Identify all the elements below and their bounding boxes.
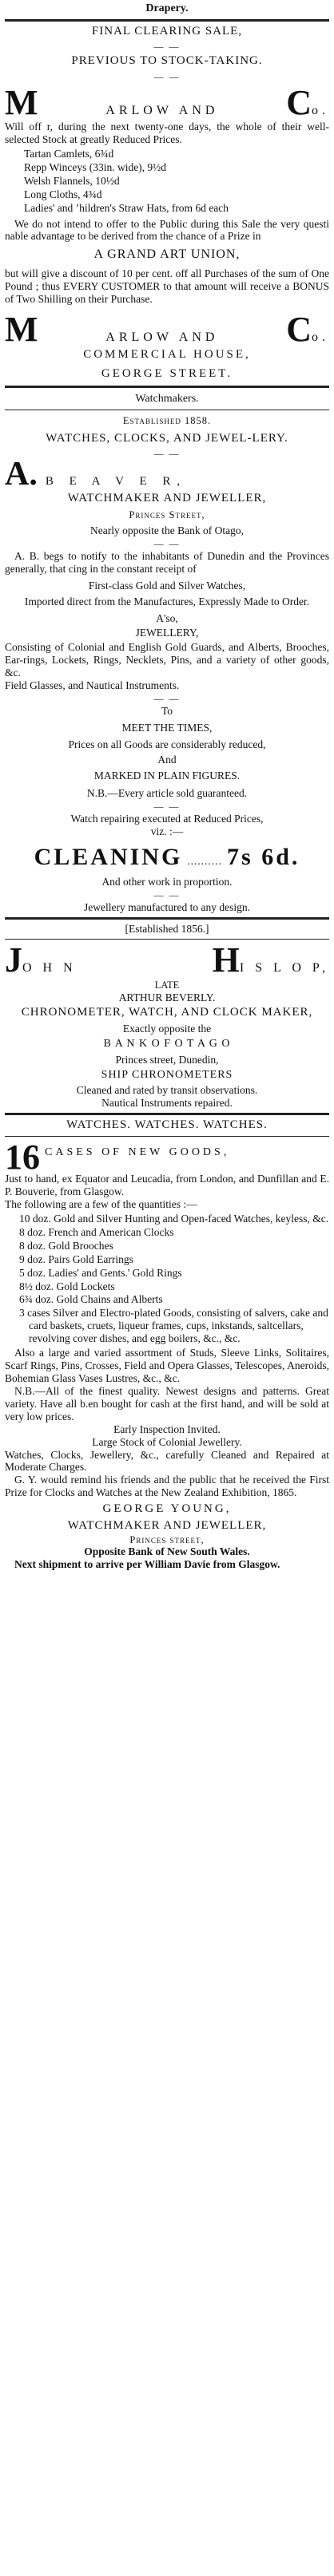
dash-divider: — — <box>153 692 181 704</box>
marlow-price-list <box>24 148 329 215</box>
art-union-heading: A GRAND ART UNION, <box>93 247 241 262</box>
dash-divider: — — <box>153 537 181 549</box>
brand-suffix: o. <box>312 330 329 345</box>
beaver-also: A'so, <box>156 612 178 625</box>
large-stock: Large Stock of Colonial Jewellery. <box>92 1435 242 1448</box>
beaver-jewellery-design: Jewellery manufactured to any design. <box>83 901 251 914</box>
george-street: GEORGE STREET. <box>101 366 233 380</box>
cleaning-word: CLEANING <box>34 843 183 870</box>
goods-item: 8 doz. Gold Brooches <box>19 1239 113 1252</box>
marlow-discount: but will give a discount of 10 per cent. off all Purchases of the sum of One Pound ; thus EVERY CUSTOMER to that amount will receive a BONUS of Two Shilling on their Purchase. <box>5 267 329 306</box>
beaver-repair: Watch repairing executed at Reduced Prices, <box>70 812 264 825</box>
cleaning-price-line <box>5 843 329 871</box>
advert-rule <box>5 1113 329 1115</box>
young-title: WATCHMAKER AND JEWELLER, <box>67 1518 267 1532</box>
advert-title-stocktaking: PREVIOUS TO STOCK-TAKING. <box>71 54 263 68</box>
beaver-viz: viz. :— <box>150 825 184 837</box>
young-advert <box>5 1118 329 1571</box>
beaver-to: To <box>161 705 173 718</box>
brand-initial-m: M <box>5 310 38 350</box>
beaver-near: Nearly opposite the Bank of Otago, <box>90 524 244 536</box>
beaver-and: And <box>157 753 177 766</box>
inspection-invited: Early Inspection Invited. <box>113 1423 221 1435</box>
brand-word-ohn: O H N <box>22 960 77 975</box>
section-header-drapery: Drapery. <box>145 2 189 14</box>
newspaper-page <box>0 2 334 1571</box>
goods-item: 3 cases Silver and Electro-plated Goods, consisting of salvers, cake and card baskets, cruets, liqueur frames, cups, inkstands, saltcellars, revolving cover dishes, and egg boilers, &c., &c. <box>19 1307 328 1345</box>
cases-number: 16 <box>5 1137 40 1177</box>
marlow-intro: Will off r, during the next twenty-one days, the whole of their well-selected Stock at greatly Reduced Prices. <box>5 121 329 145</box>
repaired: Watches, Clocks, Jewellery, &c., carefully Cleaned and Repaired at Moderate Charges. <box>5 1448 329 1474</box>
hislop-beverly: ARTHUR BEVERLY. <box>118 991 216 1003</box>
brand-initial-h: H <box>212 940 240 979</box>
price-item: Long Cloths, 4¾d <box>24 188 102 200</box>
goods-item: 10 doz. Gold and Silver Hunting and Open-faced Watches, keyless, &c. <box>19 1212 329 1225</box>
beaver-brand <box>5 456 329 493</box>
beaver-meet-times: MEET THE TIMES, <box>121 721 213 734</box>
dash-divider: — — <box>153 71 181 83</box>
hislop-nautical: Nautical Instruments repaired. <box>101 1096 233 1109</box>
young-next: Next shipment to arrive per William Davie from Glasgow. <box>14 1558 280 1571</box>
arrived: Just to hand, ex Equator and Leucadia, from London, and Dunfillan and E. P. Bouverie, from Glasgow. <box>5 1173 329 1198</box>
hislop-late: LATE <box>154 979 180 991</box>
young-name: GEORGE YOUNG, <box>102 1502 232 1516</box>
watches-clocks-heading: WATCHES, CLOCKS, AND JEWEL-LERY. <box>46 431 288 445</box>
brand-name-beaver: B E A V E R, <box>45 475 187 489</box>
hislop-advert <box>5 923 329 1110</box>
young-street: Princes street, <box>129 1533 205 1545</box>
marlow-brand <box>5 83 329 123</box>
beaver-advert <box>5 415 329 914</box>
brand-initial-c: C <box>286 310 312 350</box>
price-item: Ladies' and ’hildren's Straw Hats, from 6d each <box>24 201 229 214</box>
goods-item: 6¾ doz. Gold Chains and Alberts <box>19 1293 163 1306</box>
hislop-ship: SHIP CHRONOMETERS <box>101 1068 233 1081</box>
beaver-imported: Imported direct from the Manufactures, Expressly Made to Order. <box>24 596 310 608</box>
marlow-brand-footer <box>5 310 329 350</box>
price-item: Tartan Camlets, 6¾d <box>24 147 114 160</box>
cleaning-dots: .......... <box>187 854 223 867</box>
beaver-field: Field Glasses, and Nautical Instruments. <box>5 679 180 691</box>
beaver-marked: MARKED IN PLAIN FIGURES. <box>93 769 241 782</box>
brand-initial-a: A. <box>5 456 38 493</box>
beaver-first-class: First-class Gold and Silver Watches, <box>88 579 246 592</box>
established-1856: [Established 1856.] <box>125 922 209 935</box>
hislop-title: CHRONOMETER, WATCH, AND CLOCK MAKER, <box>21 1006 313 1019</box>
beaver-other-work: And other work in proportion. <box>101 875 233 888</box>
section-rule <box>5 19 329 22</box>
beaver-jewellery: JEWELLERY, <box>135 627 199 639</box>
brand-suffix: o. <box>312 104 329 118</box>
price-item: Welsh Flannels, 10½d <box>24 174 120 187</box>
commercial-house: COMMERCIAL HOUSE, <box>83 347 251 361</box>
nb-quality: N.B.—All of the finest quality. Newest designs and patterns. Great variety. Have all b.en bought for cash at the first hand, and will be sold at very low prices. <box>5 1384 329 1423</box>
brand-word: ARLOW AND <box>105 104 219 118</box>
rule <box>5 939 329 940</box>
hislop-brand <box>5 940 329 979</box>
advert-title-clearing-sale: FINAL CLEARING SALE, <box>91 24 243 38</box>
goods-item: 9 doz. Pairs Gold Earrings <box>19 1252 133 1265</box>
marlow-notice: We do not intend to offer to the Public during this Sale the very questi nable advantage to be derived from the chance of a Prize in <box>5 217 329 243</box>
marlow-advert <box>5 25 329 382</box>
hislop-cleaned: Cleaned and rated by transit observations. <box>76 1084 258 1097</box>
dash-divider: — — <box>153 448 181 460</box>
dash-divider: — — <box>153 800 181 812</box>
brand-word-islop: I S L O P, <box>239 960 329 975</box>
price-item: Repp Winceys (33in. wide), 9½d <box>24 160 167 173</box>
hislop-street: Princes street, Dunedin, <box>115 1053 219 1066</box>
young-opposite: Opposite Bank of New South Wales. <box>84 1545 250 1558</box>
dash-divider: — — <box>153 888 181 900</box>
established-1858: Established 1858. <box>122 414 212 426</box>
goods-item: 8½ doz. Gold Lockets <box>19 1280 115 1292</box>
beaver-intro: A. B. begs to notify to the inhabitants of Dunedin and the Provinces generally, that cing in the constant receipt of <box>5 549 329 575</box>
goods-list <box>19 1213 329 1345</box>
sixteen-cases <box>5 1137 329 1177</box>
beaver-title: WATCHMAKER AND JEWELLER, <box>67 492 267 505</box>
hislop-bank: B A N K O F O T A G O <box>103 1038 231 1051</box>
watches-heading: WATCHES. WATCHES. WATCHES. <box>66 1118 268 1131</box>
cases-text: CASES OF NEW GOODS, <box>45 1146 230 1158</box>
cleaning-price: 7s 6d. <box>227 843 300 870</box>
goods-item: 5 doz. Ladies' and Gents.' Gold Rings <box>19 1266 182 1279</box>
beaver-prices-reduced: Prices on all Goods are considerably reduced, <box>68 738 266 750</box>
following: The following are a few of the quantities :— <box>5 1197 197 1210</box>
also-assortment: Also a large and varied assortment of Studs, Sleeve Links, Solitaires, Scarf Rings, Pins, Crosses, Field and Opera Glasses, Telescopes, Aneroids, Bohemian Glass Vases Lustres, &c., &c. <box>5 1347 329 1384</box>
beaver-street: Princes Street, <box>129 508 205 520</box>
section-rule <box>5 386 329 388</box>
dash-divider: — — <box>153 41 181 53</box>
rule <box>5 1136 329 1137</box>
hislop-exactly: Exactly opposite the <box>122 1023 212 1035</box>
brand-word: ARLOW AND <box>105 330 219 345</box>
gy-thanks: G. Y. would remind his friends and the public that he received the First Prize for Clocks and Watches at the New Zealand Exhibition, 1865. <box>5 1474 329 1499</box>
beaver-nb: N.B.—Every article sold guaranteed. <box>86 786 248 799</box>
brand-initial-m: M <box>5 83 38 123</box>
brand-initial-c: C <box>286 83 312 123</box>
goods-item: 8 doz. French and American Clocks <box>19 1225 174 1238</box>
section-header-watchmakers: Watchmakers. <box>135 393 199 406</box>
brand-initial-j: J <box>5 940 22 979</box>
beaver-consisting: Consisting of Colonial and English Gold Guards, and Alberts, Brooches, Ear-rings, Lockets, Rings, Necklets, Pins, and a variety of other goods, &c. <box>5 641 329 679</box>
advert-rule <box>5 917 329 920</box>
